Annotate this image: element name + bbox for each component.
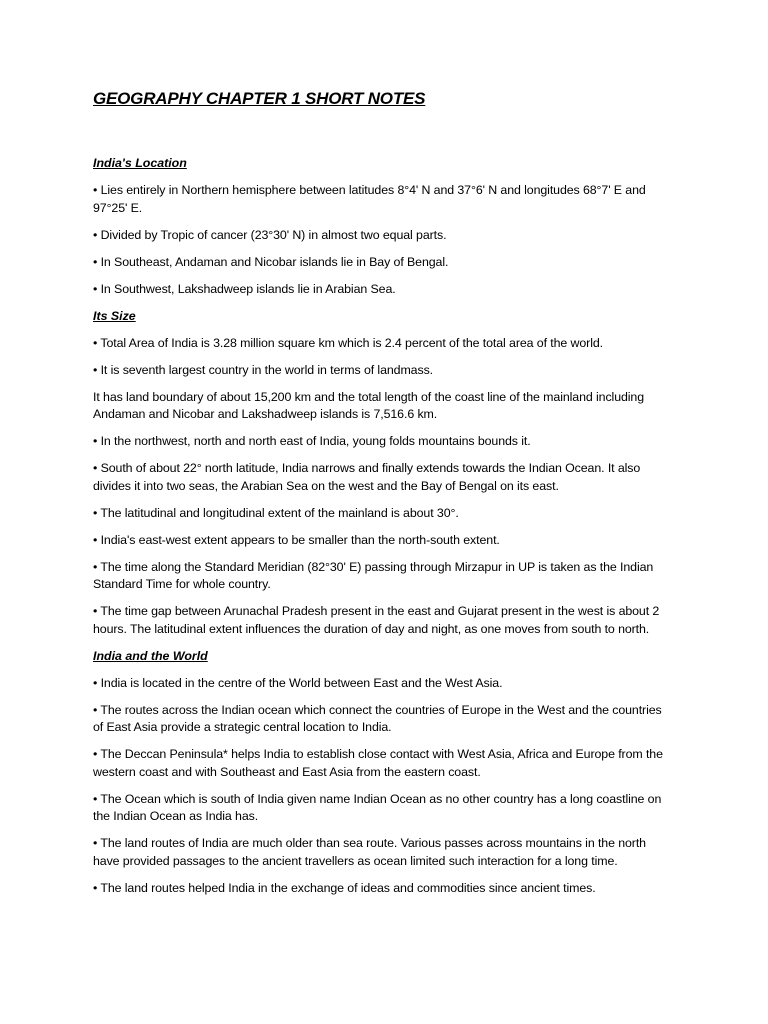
body-paragraph: It has land boundary of about 15,200 km and the total length of the coast line of the mainland including Andaman and Nicobar and Lakshadweep islands is 7,516.6 km. — [93, 389, 645, 421]
section-indias-location — [93, 155, 665, 298]
page-title: GEOGRAPHY CHAPTER 1 SHORT NOTES — [93, 89, 426, 108]
bullet-paragraph: • In the northwest, north and north east of India, young folds mountains bounds it. — [93, 434, 531, 448]
section-its-size — [93, 308, 665, 639]
bullet-paragraph: • The time along the Standard Meridian (82°30' E) passing through Mirzapur in UP is taken as the Indian Standard Time for whole country. — [93, 559, 654, 591]
bullet-paragraph: • The land routes helped India in the exchange of ideas and commodities since ancient times. — [93, 880, 596, 895]
bullet-paragraph: • India is located in the centre of the World between East and the West Asia. — [93, 675, 503, 690]
section-heading: Its Size — [93, 308, 136, 323]
bullet-paragraph: • The land routes of India are much older than sea route. Various passes across mountains in the north have provided passages to the ancient travellers as ocean limited such interaction for a long time. — [93, 836, 646, 868]
bullet-paragraph: • The Ocean which is south of India given name Indian Ocean as no other country has a long coastline on the Indian Ocean as India has. — [93, 791, 662, 823]
section-india-and-the-world — [93, 648, 665, 898]
section-heading: India and the World — [93, 648, 208, 663]
bullet-paragraph: • The routes across the Indian ocean which connect the countries of Europe in the West and the countries of East Asia provide a strategic central location to India. — [93, 702, 662, 734]
bullet-paragraph: • The Deccan Peninsula* helps India to establish close contact with West Asia, Africa and Europe from the western coast and with Southeast and East Asia from the eastern coast. — [93, 747, 663, 779]
bullet-paragraph: • Divided by Tropic of cancer (23°30' N) in almost two equal parts. — [93, 227, 447, 242]
bullet-paragraph: • In Southeast, Andaman and Nicobar islands lie in Bay of Bengal. — [93, 254, 449, 269]
section-heading: India's Location — [93, 156, 187, 170]
bullet-paragraph: • South of about 22° north latitude, India narrows and finally extends towards the Indian Ocean. It also divides it into two seas, the Arabian Sea on the west and the Bay of Bengal on its east. — [93, 461, 641, 493]
bullet-paragraph: • Total Area of India is 3.28 million square km which is 2.4 percent of the total area of the world. — [93, 335, 603, 350]
bullet-paragraph: • India's east-west extent appears to be smaller than the north-south extent. — [93, 532, 500, 547]
bullet-paragraph: • The latitudinal and longitudinal extent of the mainland is about 30°. — [93, 505, 459, 520]
document-page — [93, 88, 665, 907]
bullet-paragraph: • It is seventh largest country in the world in terms of landmass. — [93, 362, 434, 377]
bullet-paragraph: • In Southwest, Lakshadweep islands lie in Arabian Sea. — [93, 281, 396, 296]
bullet-paragraph: • Lies entirely in Northern hemisphere between latitudes 8°4' N and 37°6' N and longitudes 68°7' E and 97°25' E. — [93, 183, 646, 215]
bullet-paragraph: • The time gap between Arunachal Pradesh present in the east and Gujarat present in the west is about 2 hours. The latitudinal extent influences the duration of day and night, as one moves from south to north. — [93, 604, 660, 636]
